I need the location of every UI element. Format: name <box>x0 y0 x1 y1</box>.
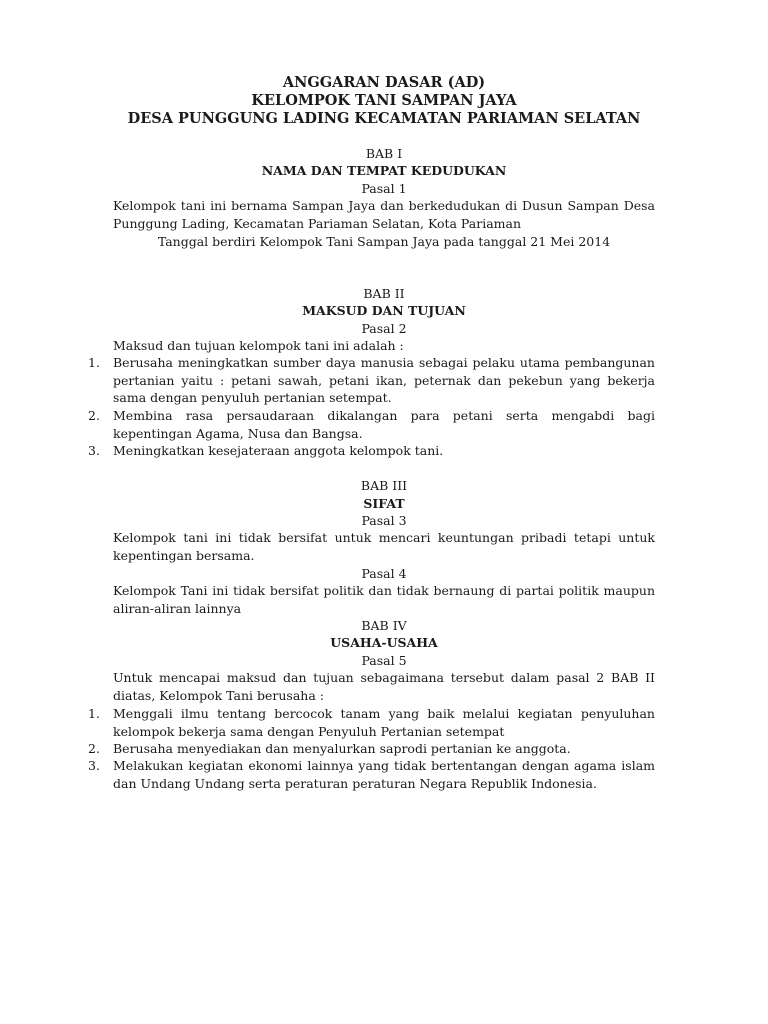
pasal1-date: Tanggal berdiri Kelompok Tani Sampan Jaya pada tanggal 21 Mei 2014 <box>157 234 611 249</box>
list-number: 3. <box>88 758 100 773</box>
list-text: Berusaha meningkatkan sumber daya manusia sebagai pelaku utama pembangunan pertanian yaitu : petani sawah, petani ikan, peternak dan pekebun yang bekerja sama dengan penyuluh pertanian setempat. <box>113 355 655 406</box>
list-text: Melakukan kegiatan ekonomi lainnya yang tidak bertentangan dengan agama islam dan Undang Undang serta peraturan peraturan Negara Republik Indonesia. <box>113 758 655 791</box>
bab2-label: BAB II <box>363 286 405 301</box>
pasal5-label: Pasal 5 <box>361 653 407 668</box>
pasal3-text: Kelompok tani ini tidak bersifat untuk mencari keuntungan pribadi tetapi untuk kepentingan bersama. <box>113 530 655 563</box>
pasal2-label: Pasal 2 <box>361 321 407 336</box>
list-number: 2. <box>88 741 100 756</box>
pasal4-text: Kelompok Tani ini tidak bersifat politik dan tidak bernaung di partai politik maupun aliran-aliran lainnya <box>113 583 655 616</box>
list-number: 1. <box>88 706 100 721</box>
pasal2-intro: Maksud dan tujuan kelompok tani ini adalah : <box>113 338 404 353</box>
list-text: Menggali ilmu tentang bercocok tanam yang baik melalui kegiatan penyuluhan kelompok bekerja sama dengan Penyuluh Pertanian setempat <box>113 706 655 739</box>
list-item <box>88 442 655 460</box>
pasal1-text: Kelompok tani ini bernama Sampan Jaya dan berkedudukan di Dusun Sampan Desa Punggung Lading, Kecamatan Pariaman Selatan, Kota Pariaman <box>113 198 655 231</box>
pasal1-label: Pasal 1 <box>361 181 407 196</box>
bab3-label: BAB III <box>360 478 408 493</box>
bab1-title: NAMA DAN TEMPAT KEDUDUKAN <box>261 163 507 178</box>
list-text: Berusaha menyediakan dan menyalurkan saprodi pertanian ke anggota. <box>113 741 571 756</box>
list-text: Meningkatkan kesejateraan anggota kelompok tani. <box>113 443 444 458</box>
doc-title-line-1: ANGGARAN DASAR (AD) <box>282 74 486 91</box>
bab1-label: BAB I <box>365 146 403 161</box>
list-item <box>88 354 655 407</box>
pasal3-label: Pasal 3 <box>361 513 407 528</box>
list-number: 3. <box>88 443 100 458</box>
bab4-label: BAB IV <box>361 618 407 633</box>
pasal4-label: Pasal 4 <box>361 566 407 581</box>
bab2-title: MAKSUD DAN TUJUAN <box>302 303 466 318</box>
list-number: 1. <box>88 355 100 370</box>
list-item <box>88 740 655 758</box>
list-item <box>88 757 655 792</box>
list-number: 2. <box>88 408 100 423</box>
doc-title-line-3: DESA PUNGGUNG LADING KECAMATAN PARIAMAN SELATAN <box>127 110 641 127</box>
list-item <box>88 705 655 740</box>
list-item <box>88 407 655 442</box>
doc-title-line-2: KELOMPOK TANI SAMPAN JAYA <box>251 92 517 109</box>
bab4-title: USAHA-USAHA <box>330 635 438 650</box>
pasal5-intro: Untuk mencapai maksud dan tujuan sebagaimana tersebut dalam pasal 2 BAB II diatas, Kelompok Tani berusaha : <box>113 670 655 703</box>
bab3-title: SIFAT <box>363 496 405 511</box>
list-text: Membina rasa persaudaraan dikalangan para petani serta mengabdi bagi kepentingan Agama, Nusa dan Bangsa. <box>113 408 655 441</box>
